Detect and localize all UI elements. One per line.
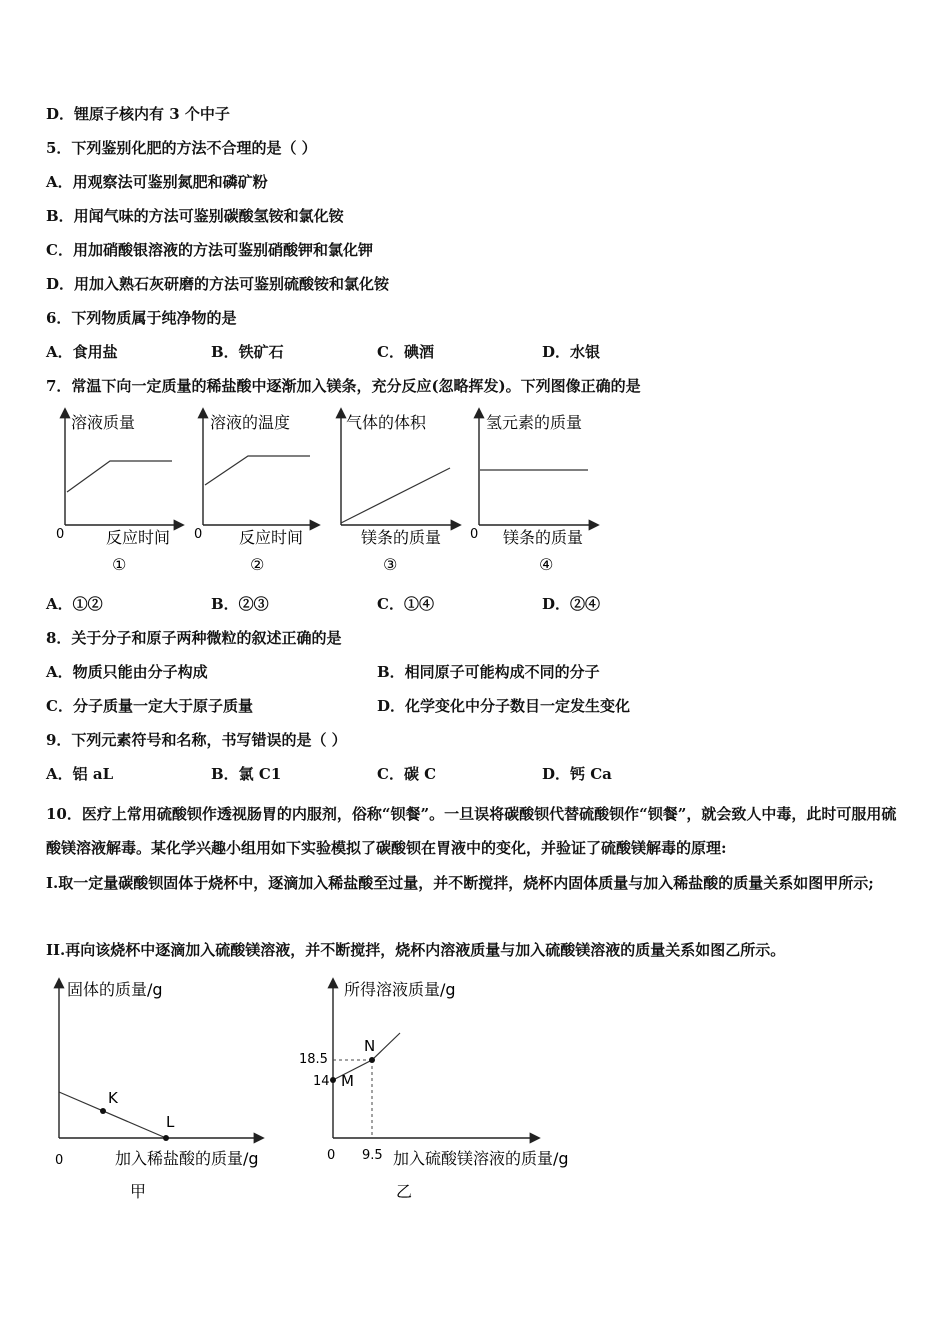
q8-stem: 8．关于分子和原子两种微粒的叙述正确的是 <box>46 629 342 647</box>
q8-option-c: C．分子质量一定大于原子质量 <box>46 697 253 715</box>
q8-option-d: D．化学变化中分子数目一定发生变化 <box>377 697 631 715</box>
graph-4-ylabel: 氢元素的质量 <box>486 413 583 432</box>
yi-point-m <box>330 1077 336 1083</box>
graph-2-curve <box>205 456 310 485</box>
jia-label-k: K <box>108 1089 118 1107</box>
yi-tick-y2: 14 <box>313 1074 330 1089</box>
yi-tick-x: 9.5 <box>362 1148 383 1163</box>
q4-option-d: D．锂原子核内有 3 个中子 <box>46 105 230 123</box>
q9-stem: 9．下列元素符号和名称，书写错误的是（ ） <box>46 731 347 749</box>
jia-label-l: L <box>166 1113 175 1131</box>
q5-stem: 5．下列鉴别化肥的方法不合理的是（ ） <box>46 139 317 157</box>
graph-3-curve <box>341 468 450 523</box>
yi-label-m: M <box>341 1072 354 1090</box>
jia-point-l <box>163 1135 169 1141</box>
graph-4-xlabel: 镁条的质量 <box>503 528 584 547</box>
q7-option-d: D．②④ <box>542 595 601 613</box>
graph-2-origin: 0 <box>194 527 203 542</box>
yi-xlabel: 加入硫酸镁溶液的质量/g <box>393 1149 569 1168</box>
q7-graphs <box>0 400 950 585</box>
q10-step-2: II.再向该烧杯中逐滴加入硫酸镁溶液，并不断搅拌，烧杯内溶液质量与加入硫酸镁溶液的质量关系如图乙所示。 <box>46 941 786 959</box>
jia-point-k <box>100 1108 106 1114</box>
yi-caption: 乙 <box>396 1182 413 1201</box>
graph-3-number: ③ <box>383 555 398 574</box>
jia-ylabel: 固体的质量/g <box>67 980 163 999</box>
graph-2-ylabel: 溶液的温度 <box>210 413 291 432</box>
q10-figures <box>0 970 950 1210</box>
graph-3-xlabel: 镁条的质量 <box>361 528 442 547</box>
figure-yi <box>299 980 569 1201</box>
jia-caption: 甲 <box>130 1182 147 1201</box>
graph-1-curve <box>67 461 172 492</box>
q7-stem: 7．常温下向一定质量的稀盐酸中逐渐加入镁条，充分反应(忽略挥发)。下列图像正确的是 <box>46 377 641 395</box>
q9-option-c: C．碳 C <box>377 765 437 783</box>
q9-option-b: B．氯 C1 <box>211 765 282 783</box>
graph-1-origin: 0 <box>56 527 65 542</box>
jia-xlabel: 加入稀盐酸的质量/g <box>115 1149 259 1168</box>
q8-option-a: A．物质只能由分子构成 <box>46 663 208 681</box>
graph-3-ylabel: 气体的体积 <box>346 413 427 432</box>
q10-stem: 10．医疗上常用硫酸钡作透视肠胃的内服剂，俗称“钡餐”。一旦误将碳酸钡代替硫酸钡作“钡餐”，就会致人中毒，此时可服用硫酸镁溶液解毒。某化学兴趣小组用如下实验模拟了碳酸钡在胃液中的变化，并验证了硫酸镁解毒的原理: <box>46 805 897 857</box>
yi-tick-y1: 18.5 <box>299 1052 328 1067</box>
figure-jia <box>55 980 262 1201</box>
q5-option-c: C．用加硝酸银溶液的方法可鉴别硝酸钾和氯化钾 <box>46 241 373 259</box>
q6-option-a: A．食用盐 <box>46 343 118 361</box>
q9-option-d: D．钙 Ca <box>542 765 612 783</box>
q6-stem: 6．下列物质属于纯净物的是 <box>46 309 237 327</box>
q6-option-c: C．碘酒 <box>377 343 434 361</box>
graph-3 <box>341 410 459 574</box>
yi-label-n: N <box>364 1037 376 1055</box>
yi-ylabel: 所得溶液质量/g <box>344 980 456 999</box>
q10-step-1: I.取一定量碳酸钡固体于烧杯中，逐滴加入稀盐酸至过量，并不断搅拌，烧杯内固体质量与加入稀盐酸的质量关系如图甲所示; <box>46 874 874 892</box>
graph-4-origin: 0 <box>470 527 479 542</box>
graph-1-xlabel: 反应时间 <box>106 528 171 547</box>
graph-2-number: ② <box>250 555 265 574</box>
q5-option-d: D．用加入熟石灰研磨的方法可鉴别硫酸铵和氯化铵 <box>46 275 390 293</box>
yi-origin: 0 <box>327 1148 336 1163</box>
q6-option-d: D．水银 <box>542 343 601 361</box>
yi-point-n <box>369 1057 375 1063</box>
q7-option-a: A．①② <box>46 595 103 613</box>
q6-option-b: B．铁矿石 <box>211 343 284 361</box>
q5-option-a: A．用观察法可鉴别氮肥和磷矿粉 <box>46 173 268 191</box>
graph-2 <box>194 410 318 574</box>
q7-option-c: C．①④ <box>377 595 434 613</box>
graph-4 <box>470 410 597 574</box>
jia-origin: 0 <box>55 1153 64 1168</box>
graph-1-ylabel: 溶液质量 <box>71 413 136 432</box>
q7-option-b: B．②③ <box>211 595 269 613</box>
graph-2-xlabel: 反应时间 <box>239 528 304 547</box>
graph-1-number: ① <box>112 555 127 574</box>
q5-option-b: B．用闻气味的方法可鉴别碳酸氢铵和氯化铵 <box>46 207 344 225</box>
q8-option-b: B．相同原子可能构成不同的分子 <box>377 663 600 681</box>
q9-option-a: A．铝 aL <box>46 765 114 783</box>
graph-4-number: ④ <box>539 555 554 574</box>
graph-1 <box>56 410 182 574</box>
